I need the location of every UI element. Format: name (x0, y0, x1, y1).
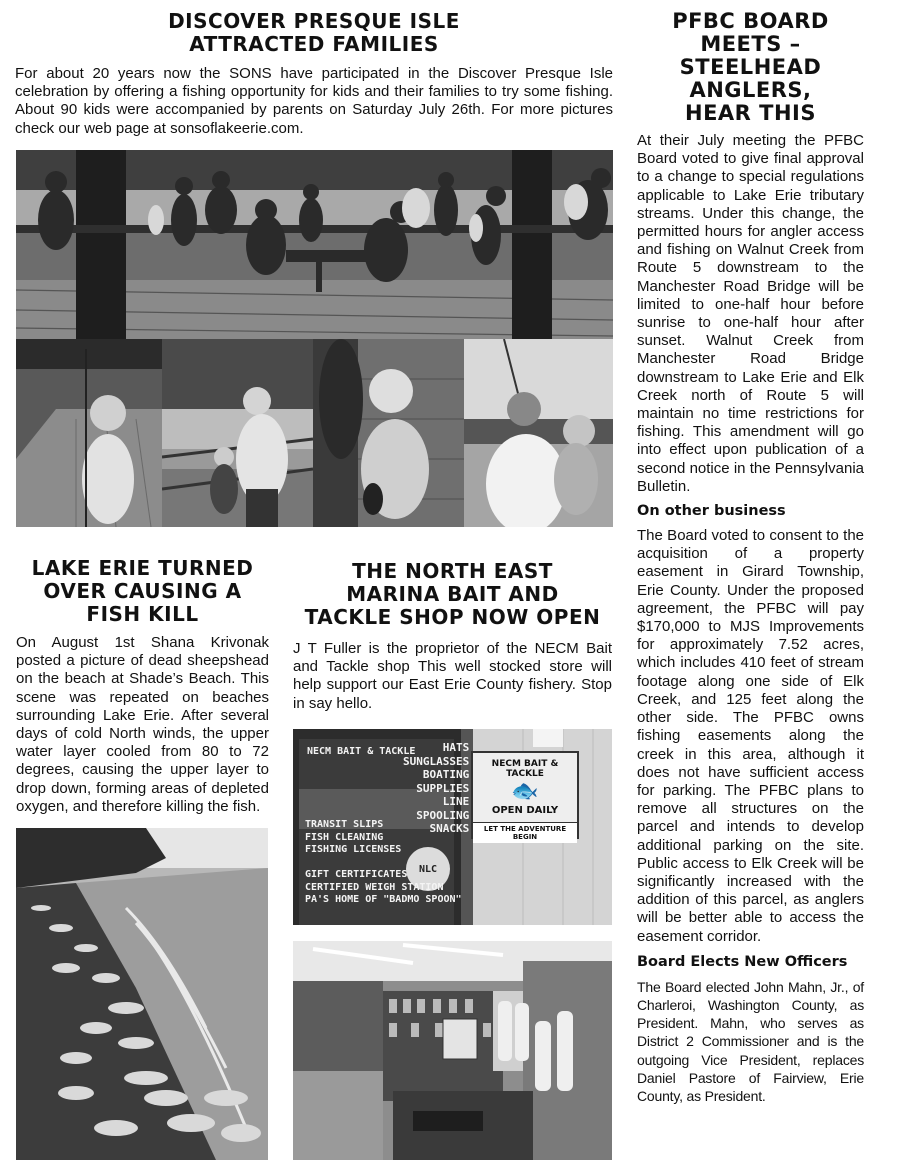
open-daily-sign (471, 751, 579, 839)
fish-kill-headline-line1: LAKE ERIE TURNED (31, 556, 254, 580)
marina-headline-line3: TACKLE SHOP NOW OPEN (304, 605, 601, 629)
fish-kill-headline-line2: OVER CAUSING A (43, 579, 242, 603)
discover-body: For about 20 years now the SONS have participated in the Discover Presque Isle celebration by offering a fishing opportunity for kids and their families to try some fishing. About 90 kids were accompanied by parents on Saturday July 26th. For more pictures check our web page at sonsoflakeerie.com. (15, 65, 613, 137)
man-holding-child-photo (464, 339, 613, 527)
marina-article (293, 560, 612, 713)
marina-headline-line2: MARINA BAIT AND (346, 582, 559, 606)
marina-headline (293, 560, 612, 629)
dead-fish-beach-photo (16, 828, 268, 1160)
discover-article (15, 10, 613, 138)
girl-with-rod-photo (16, 339, 162, 527)
store-interior-photo (293, 941, 612, 1160)
pfbc-body-easement: The Board voted to consent to the acquisition of a property easement in Girard Township, Erie County. Under the proposed agreement, the PFBC will pay $170,000 to MJS Improvements for approximately 7.52 acres, which includes 410 feet of stream footage along one side of Elk Creek, and 125 feet along the other side. The PFBC owns fishing easements along the creek in this area, although it does not have sufficient access for parking. The PFBC plans to remove all structures on the parcel and intends to develop additional parking on the site. Public access to Elk Creek will be significantly increased with the addition of this parcel, as anglers will be better able to access the easement corridor. (637, 527, 864, 945)
pfbc-body-regulations: At their July meeting the PFBC Board voted to give final approval to a change to special regulations applicable to Lake Erie tributary streams. Under this change, the permitted hours for angler access and fishing on Walnut Creek from Route 5 downstream to the Manchester Road Bridge will be limited to one-half hour before sunrise to one-half hour after sunset. Walnut Creek from Manchester Road Bridge downstream to Lake Erie and Elk Creek north of Route 5 will maintain no time restrictions for fishing. This amendment will go into effect upon publication of a second notice in the Pennsylvania Bulletin. (637, 132, 864, 495)
pfbc-headline-line4: ANGLERS, (689, 78, 812, 102)
discover-headline-line1: DISCOVER PRESQUE ISLE (168, 9, 460, 33)
marina-body: J T Fuller is the proprietor of the NECM Bait and Tackle shop This well stocked store will help support our East Erie County fishery. Stop in say hello. (293, 640, 612, 712)
fish-kill-headline (16, 557, 269, 626)
pfbc-article (637, 10, 864, 1105)
discover-headline-line2: ATTRACTED FAMILIES (189, 32, 439, 56)
sign-open-daily: OPEN DAILY (491, 805, 559, 816)
fish-kill-headline-line3: FISH KILL (86, 602, 199, 626)
sign-fish-icon: 🐟 (511, 779, 539, 804)
boy-holding-fish-photo (313, 339, 464, 527)
pfbc-headline-line1: PFBC BOARD (672, 9, 829, 33)
pfbc-headline-line2: MEETS – (700, 32, 801, 56)
discover-headline (15, 10, 613, 56)
fish-kill-body: On August 1st Shana Krivonak posted a picture of dead sheepshead on the beach at Shade’s Beach. This scene was repeated on beaches surrounding Lake Erie. After several days of cold North winds, the upper water layer cooled from 80 to 72 degrees, causing the upper layer to drop down, forming areas of depleted oxygen, and therefore killing the fish. (16, 634, 269, 815)
window-badge: NLC (419, 864, 438, 875)
pfbc-headline-line3: STEELHEAD (679, 55, 822, 79)
window-items-left: TRANSIT SLIPS FISH CLEANING FISHING LICENSES GIFT CERTIFICATES CERTIFIED WEIGH STATION PA'S HOME OF "BADMO SPOON" (305, 819, 462, 905)
pfbc-subhead-officers: Board Elects New Officers (637, 953, 848, 970)
pfbc-subhead-other-business: On other business (637, 503, 786, 520)
pfbc-headline (637, 10, 864, 125)
storefront-photo (293, 729, 612, 925)
pier-families-photo (16, 150, 613, 339)
sign-title: NECM BAIT & TACKLE (491, 759, 559, 779)
sign-slogan: LET THE ADVENTURE BEGIN (473, 822, 577, 843)
window-title: NECM BAIT & TACKLE (307, 746, 416, 757)
fish-kill-article (16, 557, 269, 816)
pfbc-body-officers: The Board elected John Mahn, Jr., of Charleroi, Washington County, as President. Mahn, who serves as District 2 Commissioner and is the outgoing Vice President, replaces Daniel Pastore of Fairview, Erie County, as President. (637, 978, 864, 1104)
pfbc-headline-line5: HEAR THIS (685, 101, 816, 125)
window-items-right: HATS SUNGLASSES BOATING SUPPLIES LINE SPOOLING SNACKS (403, 741, 470, 835)
marina-headline-line1: THE NORTH EAST (352, 559, 553, 583)
grandfather-child-photo (162, 339, 313, 527)
